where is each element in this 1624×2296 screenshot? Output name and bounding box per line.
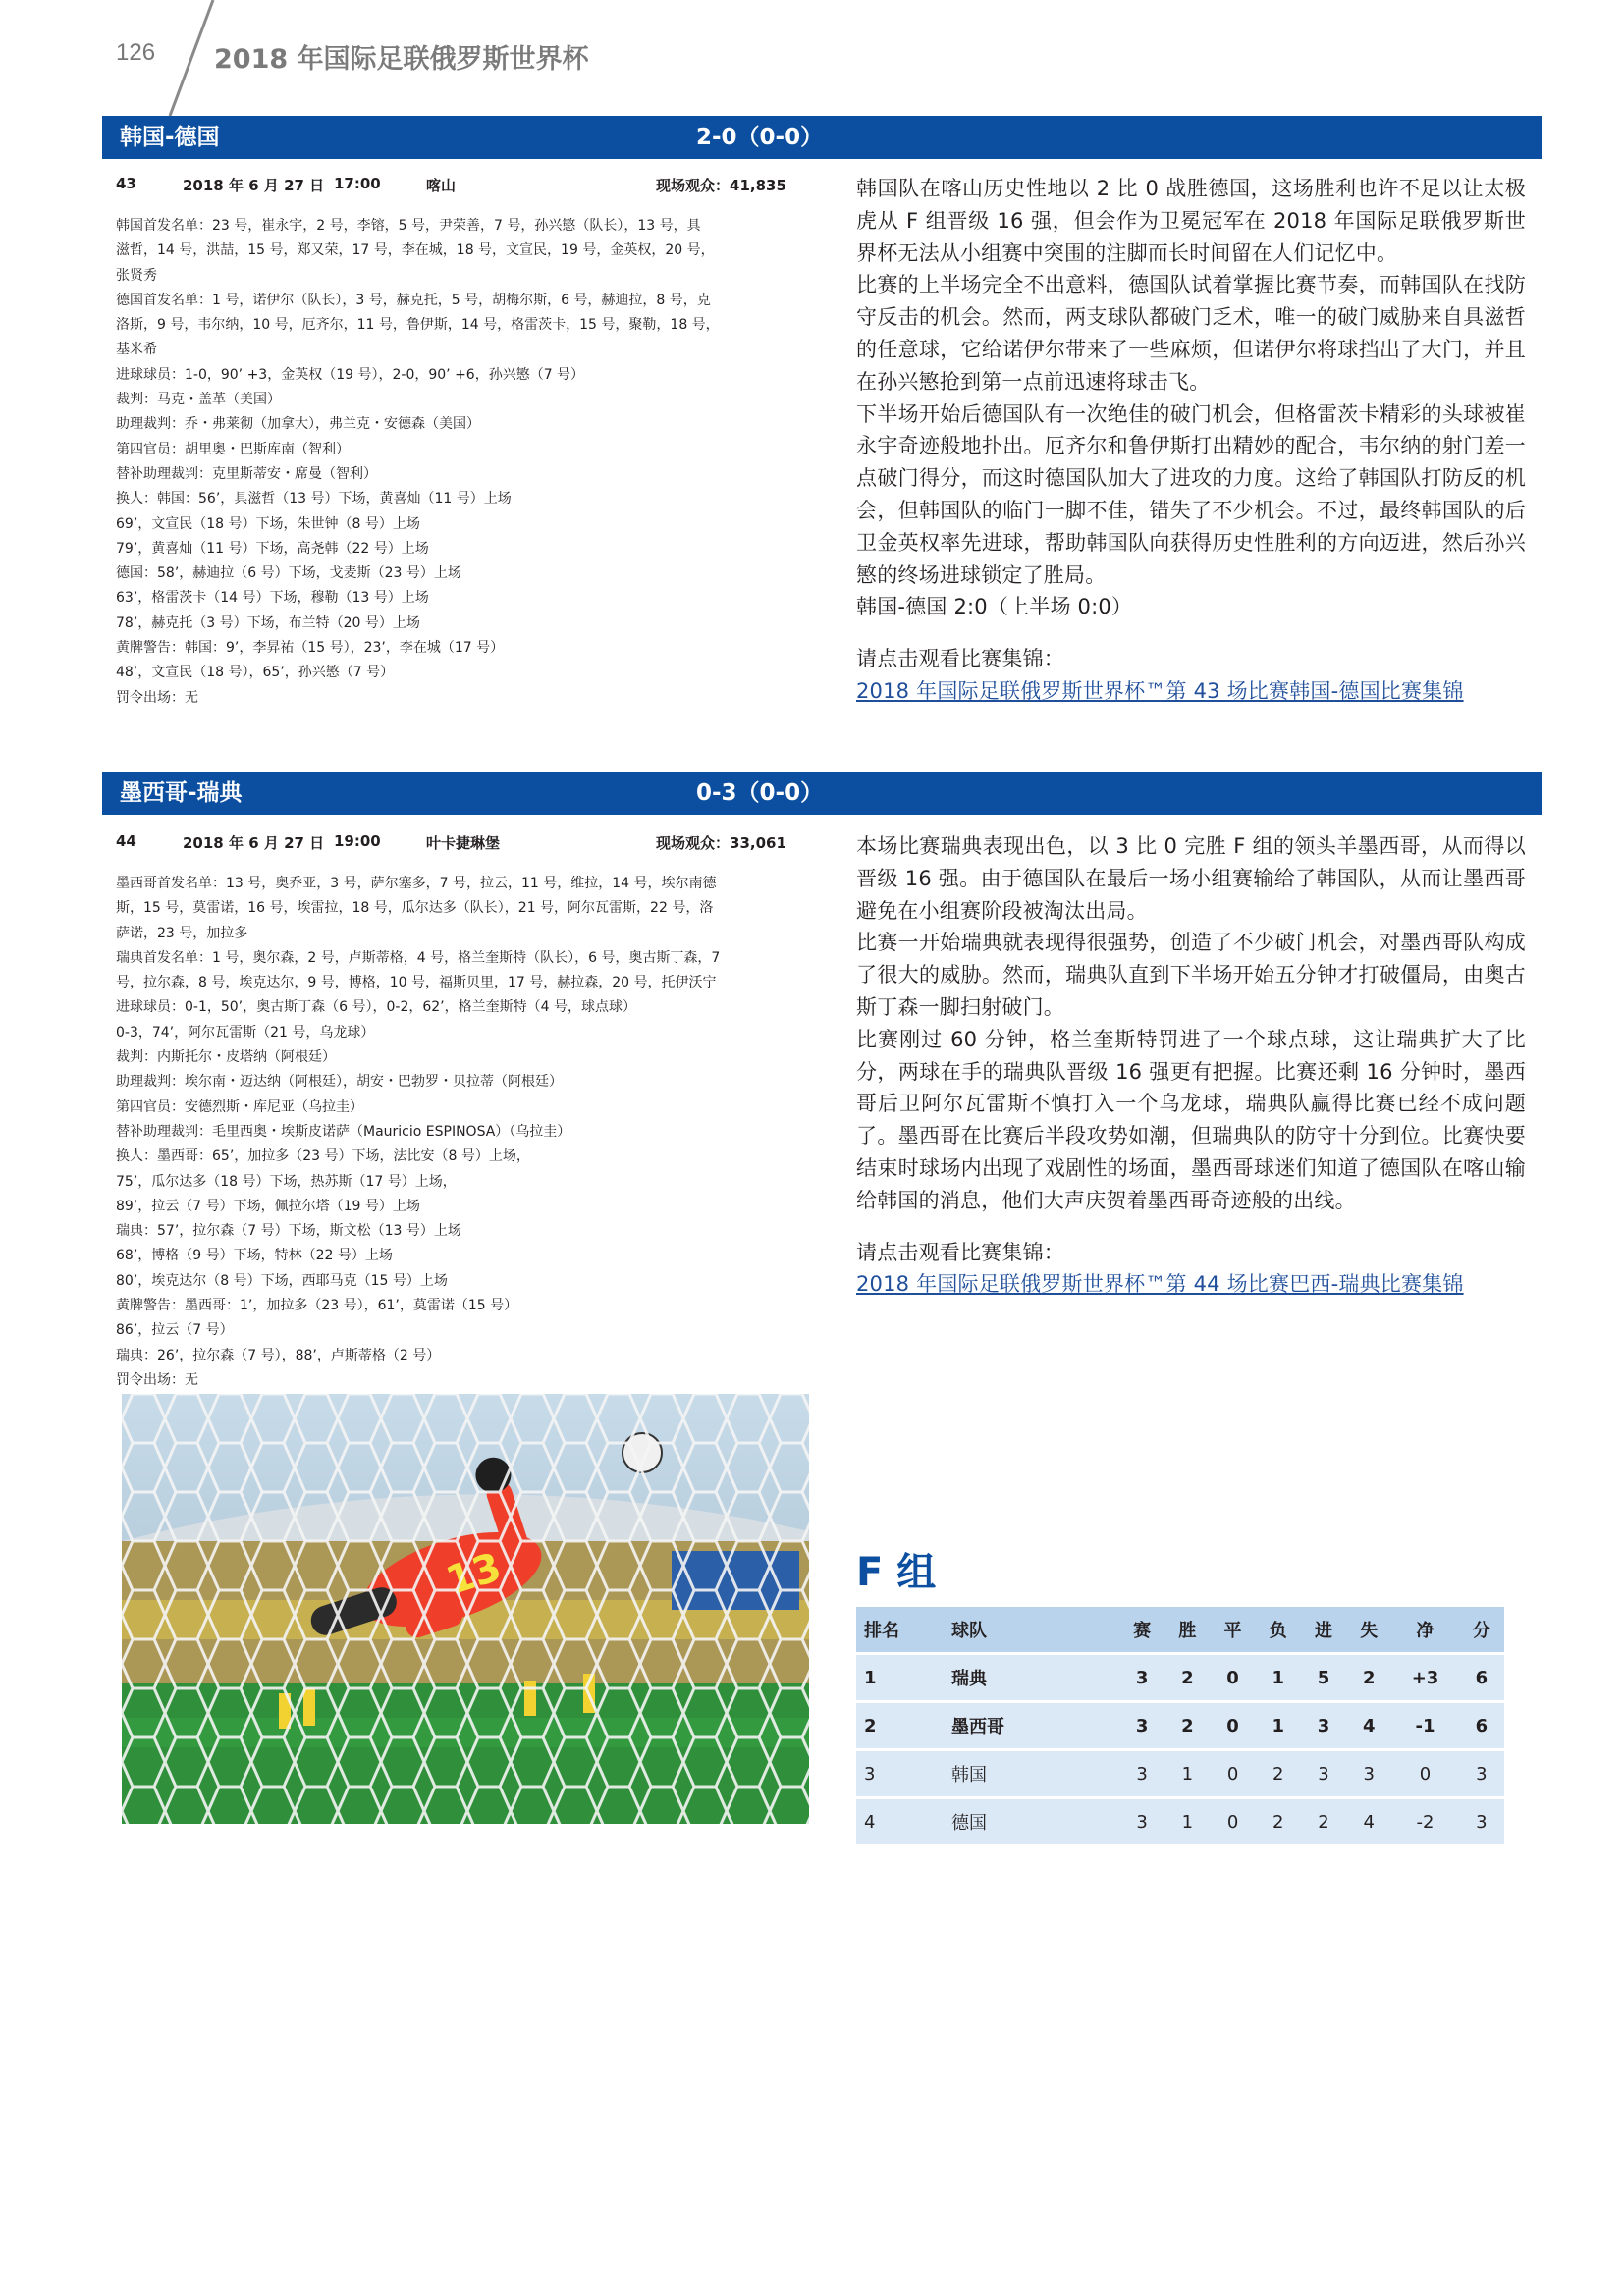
table-cell: 0 [1210, 1750, 1255, 1798]
table-cell: 2 [1301, 1798, 1346, 1845]
table-cell: 3 [1119, 1798, 1164, 1845]
detail-line: 罚令出场：无 [116, 1371, 198, 1388]
match-teams: 墨西哥-瑞典 [120, 780, 243, 806]
table-cell: 3 [1119, 1654, 1164, 1702]
detail-line: 助理裁判：乔・弗莱彻（加拿大），弗兰克・安德森（美国） [116, 416, 480, 433]
detail-line: 墨西哥首发名单：13 号，奥乔亚，3 号，萨尔塞多，7 号，拉云，11 号，维拉，14 号，埃尔南德 [116, 876, 717, 891]
detail-line: 瑞典：57’，拉尔森（7 号）下场，斯文松（13 号）上场 [116, 1223, 461, 1240]
table-cell: 1 [1164, 1798, 1210, 1845]
table-cell: 2 [1256, 1798, 1301, 1845]
column-header: 负 [1256, 1607, 1301, 1654]
article-paragraph: 下半场开始后德国队有一次绝佳的破门机会，但格雷茨卡精彩的头球被崔永宇奇迹般地扑出。厄齐尔和鲁伊斯打出精妙的配合，韦尔纳的射门差一点破门得分，而这时德国队加大了进攻的力度。这给了韩国队打防反的机会，但韩国队的临门一脚不佳，错失了不少机会。不过，最终韩国队的后卫金英权率先进球，帮助韩国队向获得历史性胜利的方向迈进，然后孙兴慜的终场进球锁定了胜局。 [856, 401, 1526, 587]
header-slash-decoration [162, 0, 221, 118]
detail-line: 斯，15 号，莫雷诺，16 号，埃雷拉，18 号，瓜尔达多（队长），21 号，阿尔瓦雷斯，22 号，洛 [116, 900, 714, 917]
table-cell: 2 [1256, 1750, 1301, 1798]
column-header: 平 [1210, 1607, 1255, 1654]
table-row [856, 1702, 1504, 1750]
column-header: 失 [1346, 1607, 1391, 1654]
table-cell: 3 [1301, 1750, 1346, 1798]
detail-line: 替补助理裁判：克里斯蒂安・席曼（智利） [116, 465, 377, 482]
match-time: 19:00 [334, 832, 381, 850]
table-cell: 1 [856, 1654, 944, 1702]
match-score: 0-3（0-0） [696, 780, 824, 806]
detail-line: 75’，瓜尔达多（18 号）下场，热苏斯（17 号）上场， [116, 1173, 457, 1190]
table-cell: -2 [1391, 1798, 1458, 1845]
table-cell: 3 [1301, 1702, 1346, 1750]
detail-line: 瑞典首发名单：1 号，奥尔森，2 号，卢斯蒂格，4 号，格兰奎斯特（队长），6 号，奥古斯丁森，7 [116, 949, 721, 966]
watch-label: 请点击观看比赛集锦： [856, 1240, 1064, 1264]
article-result: 韩国-德国 2:0（上半场 0:0） [856, 595, 1133, 619]
table-row [856, 1654, 1504, 1702]
match-article [856, 173, 1526, 708]
match-date: 2018 年 6 月 27 日 [183, 834, 325, 852]
detail-line: 韩国首发名单：23 号，崔永宇，2 号，李镕，5 号，尹荣善，7 号，孙兴慜（队长），13 号，具 [116, 218, 701, 234]
detail-line: 裁判：内斯托尔・皮塔纳（阿根廷） [116, 1049, 336, 1066]
detail-line: 进球球员：1-0，90’ +3，金英权（19 号），2-0，90’ +6，孙兴慜（7 号） [116, 366, 585, 383]
detail-line: 助理裁判：埃尔南・迈达纳（阿根廷），胡安・巴勃罗・贝拉蒂（阿根廷） [116, 1074, 563, 1091]
match-time: 17:00 [334, 175, 381, 192]
match-article [856, 830, 1526, 1301]
match-photo [122, 1394, 809, 1824]
highlights-link[interactable]: 2018 年国际足联俄罗斯世界杯™第 44 场比赛巴西-瑞典比赛集锦 [856, 1272, 1464, 1297]
match-number: 43 [116, 175, 136, 192]
highlights-link[interactable]: 2018 年国际足联俄罗斯世界杯™第 43 场比赛韩国-德国比赛集锦 [856, 678, 1464, 703]
article-paragraph: 本场比赛瑞典表现出色，以 3 比 0 完胜 F 组的领头羊墨西哥，从而得以晋级 16 强。由于德国队在最后一场小组赛输给了韩国队，从而让墨西哥避免在小组赛阶段被淘汰出局。 [856, 834, 1526, 923]
detail-line: 69’，文宣民（18 号）下场，朱世钟（8 号）上场 [116, 515, 420, 532]
detail-line: 48’，文宣民（18 号），65’，孙兴慜（7 号） [116, 665, 395, 681]
column-header: 球队 [944, 1607, 1119, 1654]
page-header-title: 2018 年国际足联俄罗斯世界杯 [214, 44, 589, 75]
table-row [856, 1750, 1504, 1798]
table-cell: 2 [856, 1702, 944, 1750]
table-cell: 1 [1256, 1702, 1301, 1750]
table-cell: 0 [1210, 1654, 1255, 1702]
detail-line: 洛斯，9 号，韦尔纳，10 号，厄齐尔，11 号，鲁伊斯，14 号，格雷茨卡，15 号，聚勒，18 号， [116, 317, 720, 334]
table-cell: 2 [1346, 1654, 1391, 1702]
table-cell: 瑞典 [944, 1654, 1119, 1702]
table-cell: 墨西哥 [944, 1702, 1119, 1750]
table-cell: 0 [1210, 1798, 1255, 1845]
detail-line: 换人：墨西哥：65’，加拉多（23 号）下场，法比安（8 号）上场， [116, 1148, 530, 1165]
match-details [116, 214, 825, 711]
match-number: 44 [116, 832, 136, 850]
table-row [856, 1798, 1504, 1845]
article-paragraph: 比赛一开始瑞典就表现得很强势，创造了不少破门机会，对墨西哥队构成了很大的威胁。然而，瑞典队直到下半场开始五分钟才打破僵局，由奥古斯丁森一脚扫射破门。 [856, 931, 1526, 1019]
table-cell: 6 [1459, 1654, 1504, 1702]
table-cell: 4 [1346, 1702, 1391, 1750]
column-header: 赛 [1119, 1607, 1164, 1654]
detail-line: 德国首发名单：1 号，诺伊尔（队长），3 号，赫克托，5 号，胡梅尔斯，6 号，赫迪拉，8 号，克 [116, 292, 711, 308]
detail-line: 替补助理裁判：毛里西奥・埃斯皮诺萨（Mauricio ESPINOSA）（乌拉圭） [116, 1123, 571, 1140]
table-cell: 0 [1391, 1750, 1458, 1798]
detail-line: 瑞典：26’，拉尔森（7 号），88’，卢斯蒂格（2 号） [116, 1347, 441, 1363]
table-cell: 3 [1459, 1798, 1504, 1845]
table-cell: 0 [1210, 1702, 1255, 1750]
table-cell: 6 [1459, 1702, 1504, 1750]
column-header: 胜 [1164, 1607, 1210, 1654]
detail-line: 0-3，74’，阿尔瓦雷斯（21 号，乌龙球） [116, 1024, 375, 1041]
detail-line: 80’，埃克达尔（8 号）下场，西耶马克（15 号）上场 [116, 1272, 448, 1289]
detail-line: 换人：韩国：56’，具滋哲（13 号）下场，黄喜灿（11 号）上场 [116, 491, 512, 507]
detail-line: 第四官员：胡里奥・巴斯库南（智利） [116, 441, 350, 457]
detail-line: 79’，黄喜灿（11 号）下场，高尧韩（22 号）上场 [116, 540, 429, 557]
match-details [116, 872, 825, 1393]
table-cell: 4 [1346, 1798, 1391, 1845]
detail-line: 黄牌警告：墨西哥：1’，加拉多（23 号），61’，莫雷诺（15 号） [116, 1298, 518, 1314]
match-score: 2-0（0-0） [696, 125, 824, 150]
detail-line: 滋哲，14 号，洪喆，15 号，郑又荣，17 号，李在城，18 号，文宣民，19 号，金英权，20 号， [116, 242, 715, 259]
table-cell: 2 [1164, 1702, 1210, 1750]
group-standings-table [856, 1607, 1504, 1844]
match-header-bar [102, 772, 1542, 815]
table-cell: 1 [1256, 1654, 1301, 1702]
detail-line: 号，拉尔森，8 号，埃克达尔，9 号，博格，10 号，福斯贝里，17 号，赫拉森，20 号，托伊沃宁 [116, 975, 717, 991]
table-cell: 4 [856, 1798, 944, 1845]
column-header: 进 [1301, 1607, 1346, 1654]
detail-line: 萨诺，23 号，加拉多 [116, 925, 248, 941]
column-header: 净 [1391, 1607, 1458, 1654]
detail-line: 68’，博格（9 号）下场，特林（22 号）上场 [116, 1248, 393, 1264]
column-header: 排名 [856, 1607, 944, 1654]
match-meta [116, 832, 803, 854]
match-meta [116, 175, 803, 196]
article-paragraph: 比赛刚过 60 分钟，格兰奎斯特罚进了一个球点球，这让瑞典扩大了比分，两球在手的瑞典队晋级 16 强更有把握。比赛还剩 16 分钟时，墨西哥后卫阿尔瓦雷斯不慎打入一个乌龙球，瑞典队赢得比赛已经不成问题了。墨西哥在比赛后半段攻势如潮，但瑞典队的防守十分到位。比赛快要结束时球场内出现了戏剧性的场面，墨西哥球迷们知道了德国队在喀山输给韩国的消息，他们大声庆贺着墨西哥奇迹般的出线。 [856, 1027, 1526, 1212]
watch-label: 请点击观看比赛集锦： [856, 647, 1064, 671]
detail-line: 张贤秀 [116, 267, 157, 284]
table-header-row [856, 1607, 1504, 1654]
table-cell: 3 [1346, 1750, 1391, 1798]
table-cell: 5 [1301, 1654, 1346, 1702]
page-number: 126 [116, 39, 156, 66]
goalkeeper-photo-illustration [122, 1394, 809, 1824]
detail-line: 第四官员：安德烈斯・库尼亚（乌拉圭） [116, 1098, 363, 1115]
detail-line: 黄牌警告：韩国：9’，李昇祐（15 号），23’，李在城（17 号） [116, 640, 505, 657]
detail-line: 进球球员：0-1，50’，奥古斯丁森（6 号），0-2，62’，格兰奎斯特（4 号，球点球） [116, 999, 636, 1016]
detail-line: 德国：58’，赫迪拉（6 号）下场，戈麦斯（23 号）上场 [116, 565, 461, 582]
group-title: F 组 [856, 1550, 937, 1595]
match-header-bar [102, 116, 1542, 159]
table-cell: 3 [1119, 1750, 1164, 1798]
detail-line: 63’，格雷茨卡（14 号）下场，穆勒（13 号）上场 [116, 590, 429, 607]
table-cell: 3 [1459, 1750, 1504, 1798]
table-cell: 韩国 [944, 1750, 1119, 1798]
table-cell: 德国 [944, 1798, 1119, 1845]
match-attendance: 现场观众：33,061 [656, 834, 786, 852]
detail-line: 89’，拉云（7 号）下场，佩拉尔塔（19 号）上场 [116, 1198, 420, 1214]
article-paragraph: 韩国队在喀山历史性地以 2 比 0 战胜德国，这场胜利也许不足以让太极虎从 F 组晋级 16 强，但会作为卫冕冠军在 2018 年国际足联俄罗斯世界杯无法从小组赛中突围的注脚而长时间留在人们记忆中。 [856, 177, 1526, 265]
match-date: 2018 年 6 月 27 日 [183, 177, 325, 194]
match-venue: 喀山 [426, 177, 457, 194]
column-header: 分 [1459, 1607, 1504, 1654]
table-cell: 3 [856, 1750, 944, 1798]
match-attendance: 现场观众：41,835 [656, 177, 786, 194]
detail-line: 基米希 [116, 342, 157, 358]
detail-line: 罚令出场：无 [116, 689, 198, 706]
table-cell: +3 [1391, 1654, 1458, 1702]
article-paragraph: 比赛的上半场完全不出意料，德国队试着掌握比赛节奏，而韩国队在找防守反击的机会。然而，两支球队都破门乏术，唯一的破门威胁来自具滋哲的任意球，它给诺伊尔带来了一些麻烦，但诺伊尔将球挡出了大门，并且在孙兴慜抢到第一点前迅速将球击飞。 [856, 273, 1526, 394]
table-cell: -1 [1391, 1702, 1458, 1750]
table-cell: 3 [1119, 1702, 1164, 1750]
detail-line: 裁判：马克・盖革（美国） [116, 392, 281, 408]
match-teams: 韩国-德国 [120, 125, 220, 150]
detail-line: 86’，拉云（7 号） [116, 1322, 234, 1339]
table-cell: 1 [1164, 1750, 1210, 1798]
detail-line: 78’，赫克托（3 号）下场，布兰特（20 号）上场 [116, 614, 420, 631]
match-venue: 叶卡捷琳堡 [426, 834, 501, 852]
table-cell: 2 [1164, 1654, 1210, 1702]
